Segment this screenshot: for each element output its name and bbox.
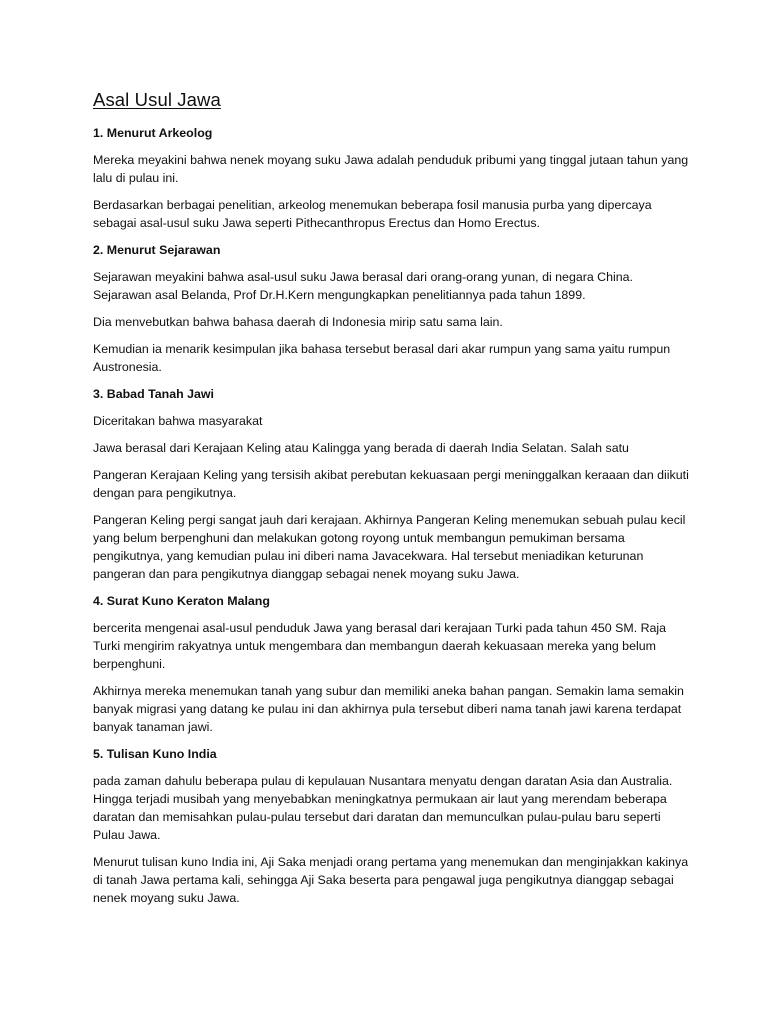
- section-arkeolog: [93, 124, 693, 232]
- paragraph: bercerita mengenai asal-usul penduduk Jawa yang berasal dari kerajaan Turki pada tahun 450 SM. Raja Turki mengirim rakyatnya untuk mengembara dan membangun daerah kekuasaan mereka yang belum berpenghuni.: [93, 621, 667, 671]
- section-heading: 2. Menurut Sejarawan: [93, 243, 221, 257]
- paragraph: Kemudian ia menarik kesimpulan jika bahasa tersebut berasal dari akar rumpun yang sama yaitu rumpun Austronesia.: [93, 342, 671, 374]
- paragraph: pada zaman dahulu beberapa pulau di kepulauan Nusantara menyatu dengan daratan Asia dan Australia. Hingga terjadi musibah yang menyebabkan meningkatnya permukaan air laut yang merendam beberapa daratan dan memisahkan pulau-pulau tersebut dari daratan dan memunculkan pulau-pulau baru seperti Pulau Jawa.: [93, 774, 673, 842]
- section-tulisan-kuno-india: [93, 745, 693, 907]
- section-heading: 5. Tulisan Kuno India: [93, 747, 217, 761]
- paragraph: Pangeran Kerajaan Keling yang tersisih akibat perebutan kekuasaan pergi meninggalkan keraaan dan diikuti dengan para pengikutnya.: [93, 468, 689, 500]
- section-heading: 1. Menurut Arkeolog: [93, 126, 213, 140]
- paragraph: Sejarawan meyakini bahwa asal-usul suku Jawa berasal dari orang-orang yunan, di negara China. Sejarawan asal Belanda, Prof Dr.H.Kern mengungkapkan penelitiannya pada tahun 1899.: [93, 270, 633, 302]
- section-babad-tanah-jawi: [93, 385, 693, 583]
- paragraph: Akhirnya mereka menemukan tanah yang subur dan memiliki aneka bahan pangan. Semakin lama semakin banyak migrasi yang datang ke pulau ini dan akhirnya pula tersebut diberi nama tanah jawi karena terdapat banyak tanaman jawi.: [93, 684, 684, 734]
- paragraph: Jawa berasal dari Kerajaan Keling atau Kalingga yang berada di daerah India Selatan. Salah satu: [93, 441, 629, 455]
- section-sejarawan: [93, 241, 693, 376]
- section-heading: 3. Babad Tanah Jawi: [93, 387, 214, 401]
- section-surat-kuno-keraton-malang: [93, 592, 693, 736]
- paragraph: Diceritakan bahwa masyarakat: [93, 414, 263, 428]
- document-title: Asal Usul Jawa: [93, 89, 221, 110]
- document-page: [93, 88, 693, 916]
- paragraph: Pangeran Keling pergi sangat jauh dari kerajaan. Akhirnya Pangeran Keling menemukan sebuah pulau kecil yang belum berpenghuni dan melakukan gotong royong untuk membangun pemukiman bersama pengikutnya, yang kemudian pulau ini diberi nama Javacekwara. Hal tersebut meniadikan keturunan pangeran dan para pengikutnya dianggap sebagai nenek moyang suku Jawa.: [93, 513, 686, 581]
- section-heading: 4. Surat Kuno Keraton Malang: [93, 594, 270, 608]
- paragraph: Berdasarkan berbagai penelitian, arkeolog menemukan beberapa fosil manusia purba yang dipercaya sebagai asal-usul suku Jawa seperti Pithecanthropus Erectus dan Homo Erectus.: [93, 198, 652, 230]
- paragraph: Dia menvebutkan bahwa bahasa daerah di Indonesia mirip satu sama lain.: [93, 315, 503, 329]
- paragraph: Mereka meyakini bahwa nenek moyang suku Jawa adalah penduduk pribumi yang tinggal jutaan tahun yang lalu di pulau ini.: [93, 153, 689, 185]
- paragraph: Menurut tulisan kuno India ini, Aji Saka menjadi orang pertama yang menemukan dan menginjakkan kakinya di tanah Jawa pertama kali, sehingga Aji Saka beserta para pengawal juga pengikutnya dianggap sebagai nenek moyang suku Jawa.: [93, 855, 689, 905]
